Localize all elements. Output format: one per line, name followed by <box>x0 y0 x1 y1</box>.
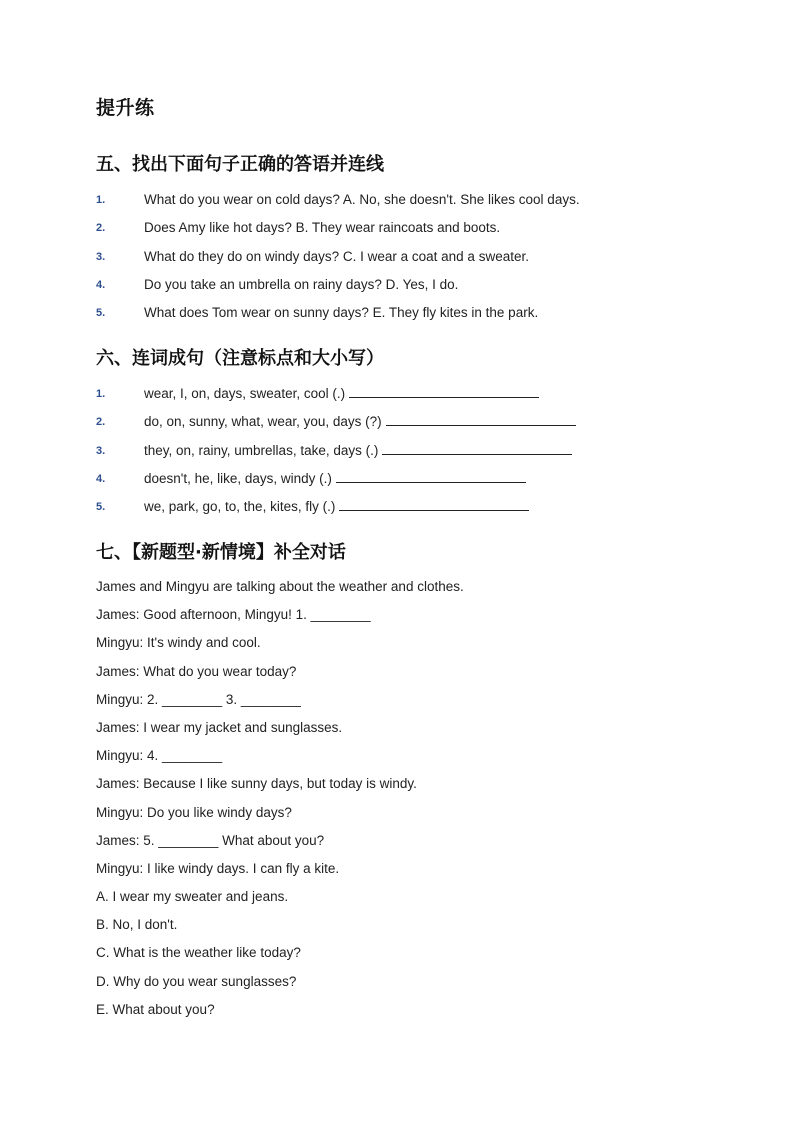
section-7-heading: 七、【新题型·新情境】补全对话 <box>96 542 346 563</box>
item-text <box>144 380 539 408</box>
dialogue-line: Mingyu: Do you like windy days? <box>96 804 292 820</box>
item-number: 5. <box>96 501 106 514</box>
item-number: 2. <box>96 222 106 235</box>
item-text: What do you wear on cold days? A. No, she doesn't. She likes cool days. <box>144 192 580 207</box>
answer-option-b: B. No, I don't. <box>96 917 178 933</box>
dialogue-line: James: I wear my jacket and sunglasses. <box>96 719 343 735</box>
answer-blank[interactable] <box>382 453 572 455</box>
item-text <box>144 408 576 436</box>
answer-option-a: A. I wear my sweater and jeans. <box>96 889 289 905</box>
item-words: do, on, sunny, what, wear, you, days (?) <box>144 414 382 430</box>
item-words: they, on, rainy, umbrellas, take, days (.) <box>144 442 379 458</box>
item-text <box>144 465 526 493</box>
item-number: 1. <box>96 388 106 400</box>
dialogue-line: Mingyu: It's windy and cool. <box>96 635 261 651</box>
answer-option-d: D. Why do you wear sunglasses? <box>96 973 297 989</box>
item-text <box>144 437 572 465</box>
item-number: 2. <box>96 416 106 429</box>
item-number: 4. <box>96 278 106 291</box>
section-6-heading: 六、连词成句（注意标点和大小写） <box>96 348 384 369</box>
section-5-heading: 五、找出下面句子正确的答语并连线 <box>96 154 384 175</box>
page-title: 提升练 <box>96 97 155 119</box>
dialogue-line: James: Good afternoon, Mingyu! 1. ________ <box>96 607 371 623</box>
item-number: 1. <box>96 194 106 206</box>
dialogue-line: Mingyu: I like windy days. I can fly a kite. <box>96 860 340 876</box>
answer-blank[interactable] <box>349 396 539 398</box>
dialogue-line: Mingyu: 2. ________ 3. ________ <box>96 691 301 707</box>
dialogue-line: James: 5. ________ What about you? <box>96 832 325 848</box>
dialogue-line: Mingyu: 4. ________ <box>96 748 223 764</box>
item-text: What does Tom wear on sunny days? E. They fly kites in the park. <box>144 305 539 321</box>
answer-option-c: C. What is the weather like today? <box>96 945 301 961</box>
item-text: What do they do on windy days? C. I wear a coat and a sweater. <box>144 248 529 264</box>
item-number: 5. <box>96 307 106 320</box>
dialogue-list <box>96 573 464 1024</box>
item-words: wear, I, on, days, sweater, cool (.) <box>144 386 346 401</box>
answer-blank[interactable] <box>386 424 576 426</box>
dialogue-line: James: What do you wear today? <box>96 663 297 679</box>
item-text: Does Amy like hot days? B. They wear raincoats and boots. <box>144 220 501 236</box>
answer-blank[interactable] <box>336 481 526 483</box>
dialogue-intro: James and Mingyu are talking about the weather and clothes. <box>96 579 464 594</box>
dialogue-line: James: Because I like sunny days, but today is windy. <box>96 776 417 792</box>
item-number: 4. <box>96 472 106 485</box>
item-words: doesn't, he, like, days, windy (.) <box>144 470 332 486</box>
item-number: 3. <box>96 444 106 457</box>
item-text <box>144 493 529 521</box>
item-text: Do you take an umbrella on rainy days? D. Yes, I do. <box>144 276 459 292</box>
item-number: 3. <box>96 250 106 263</box>
item-words: we, park, go, to, the, kites, fly (.) <box>144 499 336 515</box>
answer-blank[interactable] <box>339 509 529 511</box>
answer-option-e: E. What about you? <box>96 1001 215 1017</box>
